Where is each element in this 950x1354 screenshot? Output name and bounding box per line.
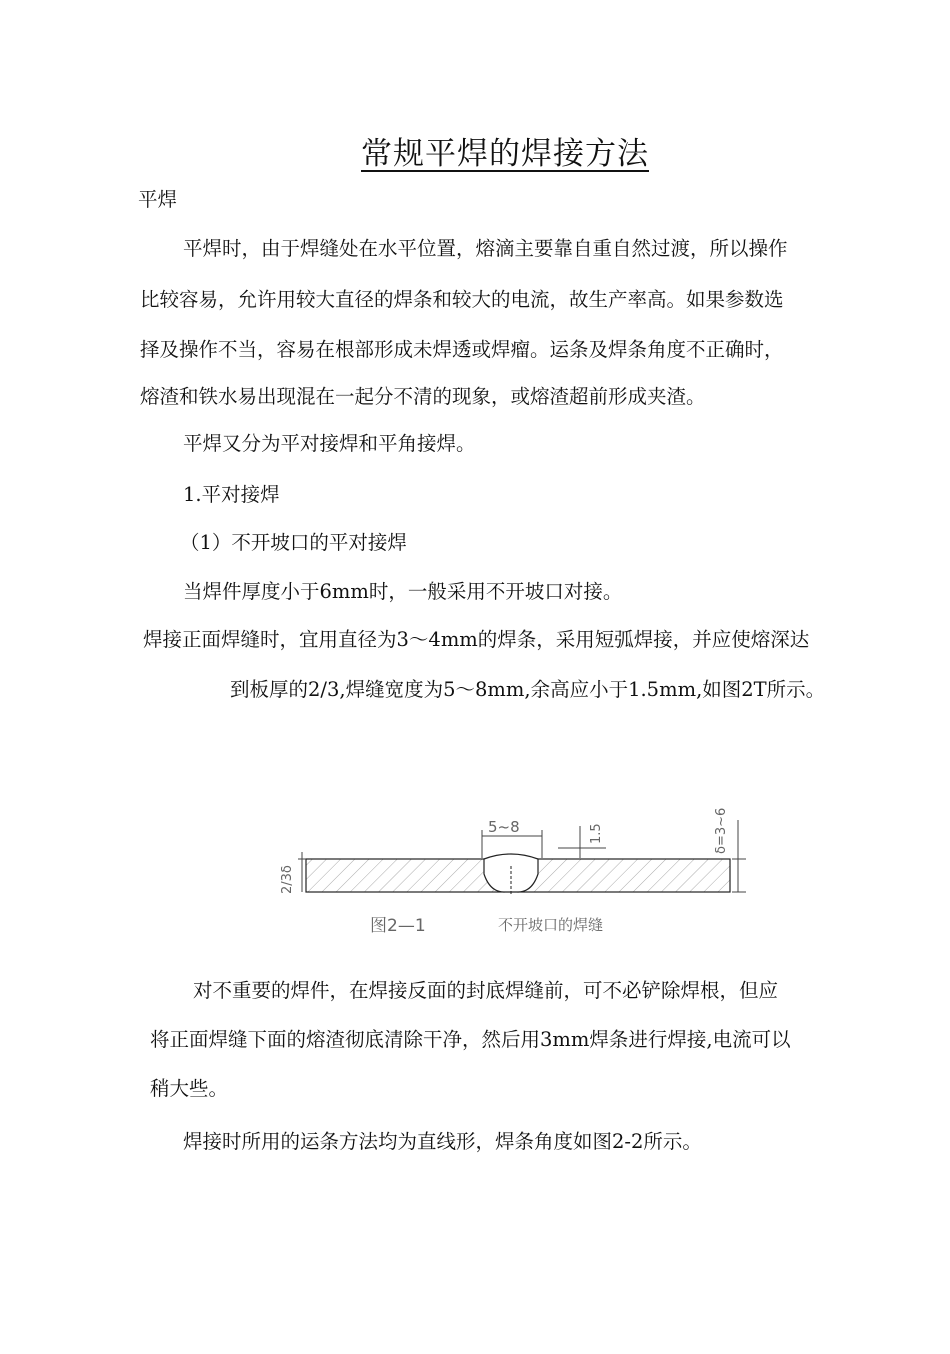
para3: 当焊件厚度小于6mm时，一般采用不开坡口对接。 (183, 580, 623, 603)
para5-line2: 将正面焊缝下面的熔渣彻底清除干净，然后用3mm焊条进行焊接,电流可以 (150, 1028, 791, 1051)
para2: 平焊又分为平对接焊和平角接焊。 (183, 432, 476, 455)
para5-line3: 稍大些。 (150, 1077, 229, 1100)
weld-diagram-figure (262, 796, 762, 946)
figure-caption-number: 图2—1 (370, 916, 426, 936)
weld-diagram (262, 796, 762, 946)
para1-line3: 择及操作不当，容易在根部形成未焊透或焊瘤。运条及焊条角度不正确时， (140, 338, 784, 361)
dim-height-label: 1.5 (589, 823, 604, 844)
dim-depth-label: 2/3δ (280, 865, 295, 894)
para6: 焊接时所用的运条方法均为直线形，焊条角度如图2-2所示。 (183, 1130, 702, 1153)
para1-line4: 熔渣和铁水易出现混在一起分不清的现象，或熔渣超前形成夹渣。 (140, 385, 706, 408)
para1-line1: 平焊时，由于焊缝处在水平位置，熔滴主要靠自重自然过渡，所以操作 (183, 237, 788, 260)
dim-thickness-label: δ=3~6 (714, 807, 729, 854)
para4-line1: 焊接正面焊缝时，宜用直径为3〜4mm的焊条，采用短弧焊接，并应使熔深达 (143, 628, 810, 651)
section-heading: 平焊 (138, 188, 178, 211)
dim-width-label: 5~8 (488, 818, 520, 836)
left-plate (306, 859, 504, 892)
page-title: 常规平焊的焊接方法 (361, 136, 649, 172)
item1-heading: 1.平对接焊 (183, 483, 280, 506)
right-plate (518, 859, 730, 892)
para1-line2: 比较容易，允许用较大直径的焊条和较大的电流，故生产率高。如果参数选 (140, 288, 784, 311)
figure-caption-text: 不开坡口的焊缝 (498, 916, 604, 934)
para5-line1: 对不重要的焊件，在焊接反面的封底焊缝前，可不必铲除焊根，但应 (193, 979, 779, 1002)
item1-subheading: （1）不开坡口的平对接焊 (180, 531, 407, 554)
para4-line2: 到板厚的2/3,焊缝宽度为5〜8mm,余高应小于1.5mm,如图2T所示。 (230, 678, 826, 701)
